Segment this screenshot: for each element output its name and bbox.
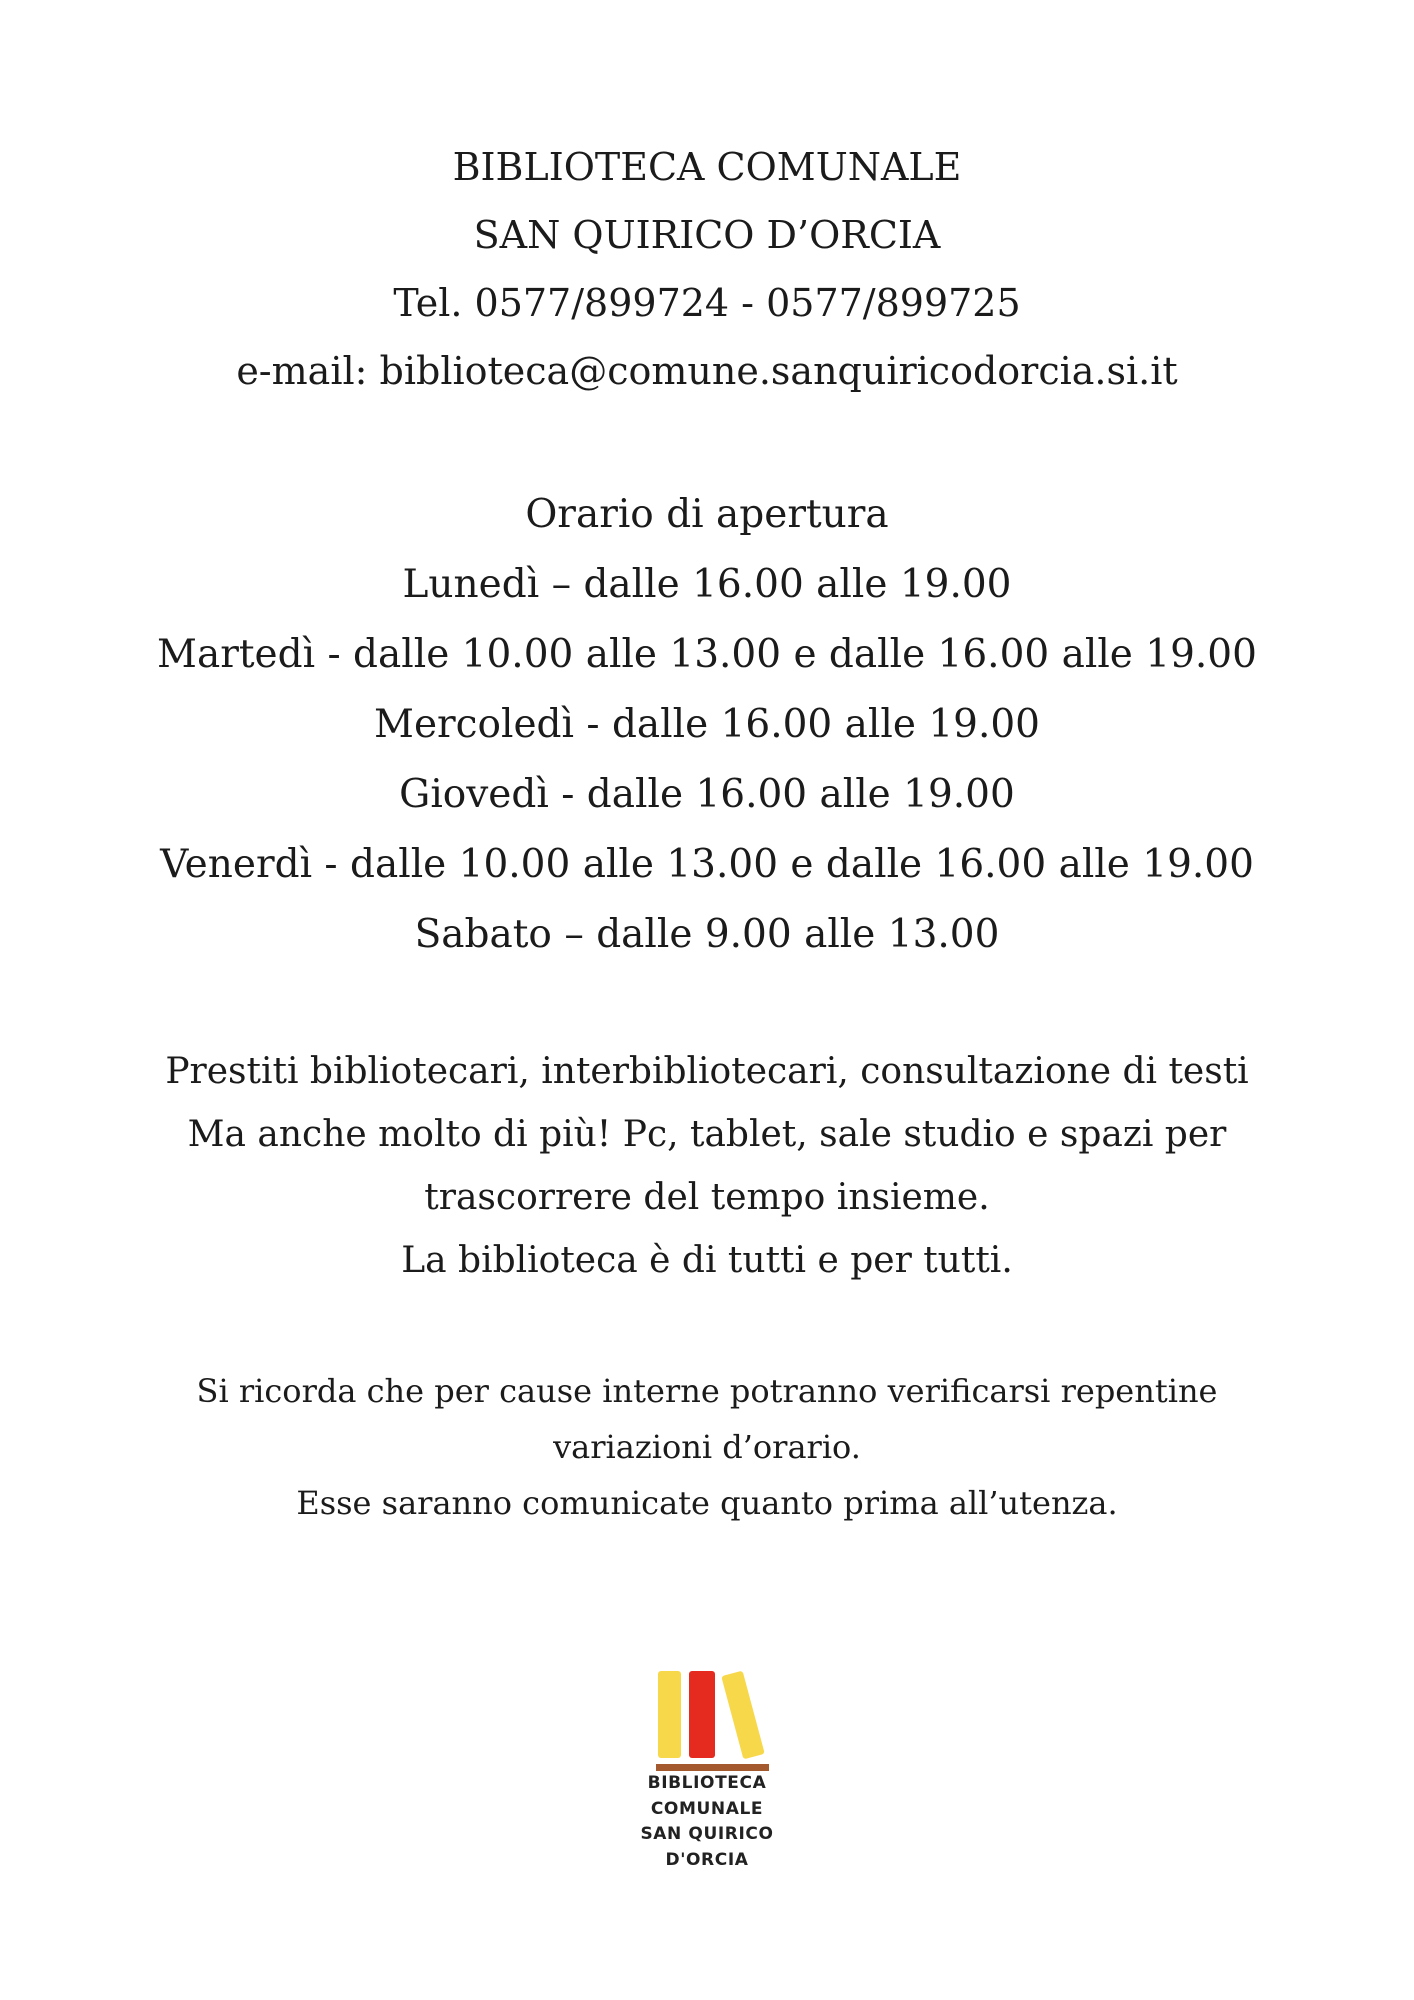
hours-row-friday: Venerdì - dalle 10.00 alle 13.00 e dalle 16.00 alle 19.00 — [160, 842, 1254, 887]
library-logo-icon — [650, 1662, 775, 1774]
library-title: BIBLIOTECA COMUNALE — [452, 145, 962, 189]
logo-line: D'ORCIA — [665, 1849, 749, 1870]
logo-line: COMUNALE — [650, 1798, 764, 1819]
hours-row-monday: Lunedì – dalle 16.00 alle 19.00 — [402, 562, 1012, 607]
hours-row-saturday: Sabato – dalle 9.00 alle 13.00 — [414, 912, 1000, 957]
services-line: Ma anche molto di più! Pc, tablet, sale studio e spazi per — [187, 1114, 1227, 1155]
hours-row-tuesday: Martedì - dalle 10.00 alle 13.00 e dalle 16.00 alle 19.00 — [157, 632, 1257, 677]
library-phone: Tel. 0577/899724 - 0577/899725 — [393, 281, 1021, 325]
hours-row-thursday: Giovedì - dalle 16.00 alle 19.00 — [399, 772, 1015, 817]
library-header — [0, 133, 1414, 405]
notice-line: Si ricorda che per cause interne potranno verificarsi repentine — [196, 1372, 1218, 1410]
logo-line: SAN QUIRICO — [640, 1824, 774, 1844]
services-line: La biblioteca è di tutti e per tutti. — [401, 1240, 1013, 1281]
logo-line: BIBLIOTECA — [647, 1773, 767, 1793]
notice-line: Esse saranno comunicate quanto prima all’utenza. — [296, 1484, 1118, 1522]
book-yellow-tilted — [721, 1671, 765, 1760]
library-logo-text — [0, 1771, 1414, 1873]
library-email: e-mail: biblioteca@comune.sanquiricodorcia.si.it — [236, 349, 1178, 393]
hours-row-wednesday: Mercoledì - dalle 16.00 alle 19.00 — [374, 702, 1040, 747]
library-location: SAN QUIRICO D’ORCIA — [473, 213, 941, 257]
services-paragraph — [0, 1040, 1414, 1292]
services-line: trascorrere del tempo insieme. — [424, 1177, 990, 1218]
notice-paragraph — [0, 1363, 1414, 1531]
book-red — [689, 1671, 715, 1758]
shelf-bar — [656, 1764, 769, 1771]
notice-line: variazioni d’orario. — [553, 1428, 861, 1466]
opening-hours — [0, 480, 1414, 970]
services-line: Prestiti bibliotecari, interbibliotecari, consultazione di testi — [165, 1051, 1249, 1092]
book-yellow-left — [658, 1671, 681, 1758]
opening-hours-title: Orario di apertura — [525, 492, 889, 537]
